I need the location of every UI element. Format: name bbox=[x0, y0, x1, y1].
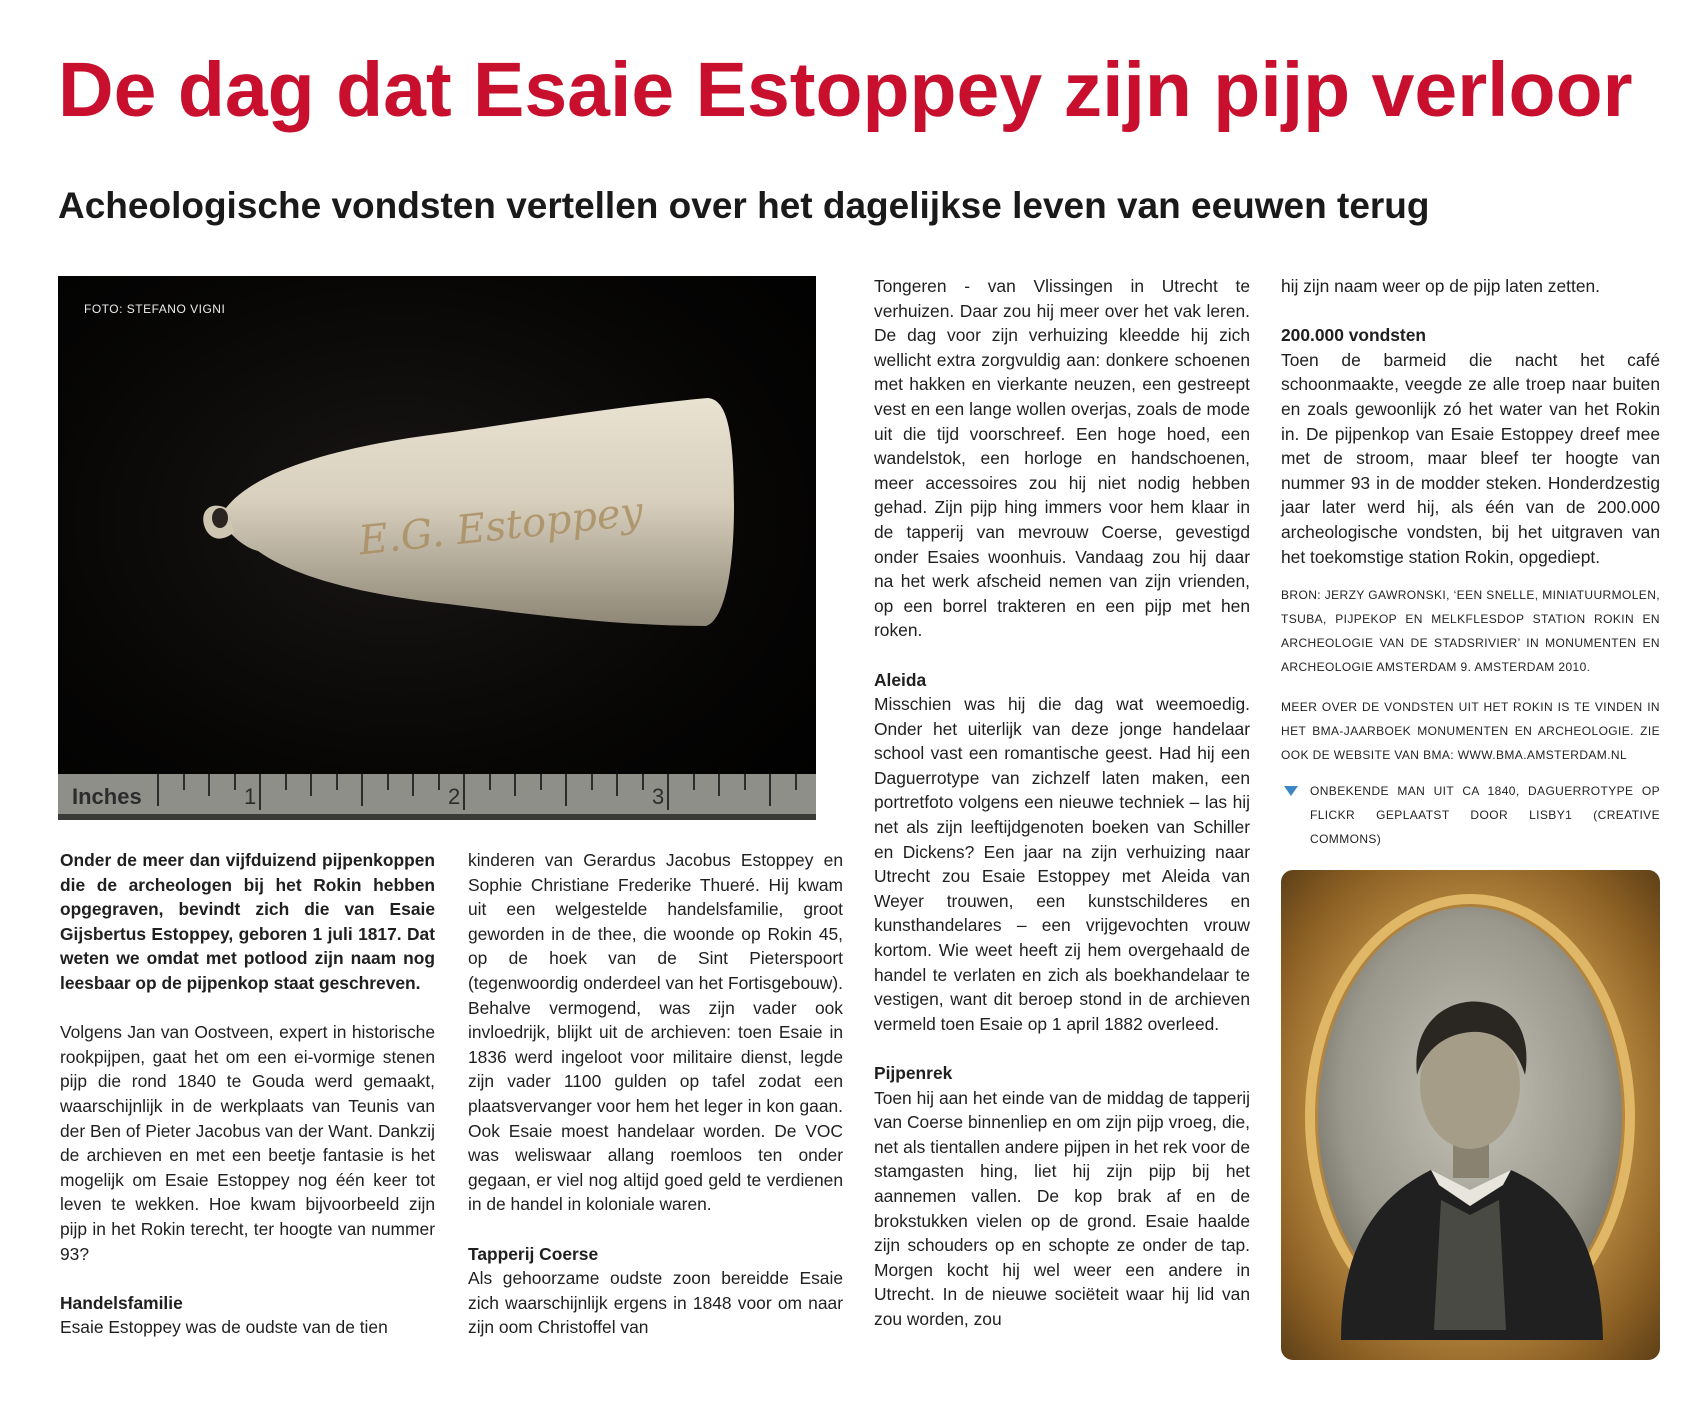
ruler-number-3: 3 bbox=[652, 784, 665, 809]
ruler bbox=[58, 774, 816, 820]
column-4 bbox=[1281, 274, 1660, 851]
column-1 bbox=[60, 848, 435, 1340]
paragraph: Toen hij aan het einde van de middag de tapperij van Coerse binnenliep en om zijn pijp vroeg, die, net als tientallen andere pijpen in het rek voor de stamgasten hing, liet hij zijn pijp bij het aannemen vallen. De kop brak af en de brokstukken vielen op de grond. Esaie haalde zijn schouders op en schopte ze onder de tap. Morgen kocht hij wel weer een andere in Utrecht. In de nieuwe sociëteit waar hij lid van zou worden, zou bbox=[874, 1087, 1250, 1329]
section-heading-aleida: Aleida bbox=[874, 669, 927, 690]
column-2 bbox=[468, 848, 843, 1340]
ruler-unit-label: Inches bbox=[72, 784, 142, 809]
section-heading-handelsfamilie: Handelsfamilie bbox=[60, 1292, 183, 1313]
paragraph: kinderen van Gerardus Jacobus Estoppey en Sophie Christiane Frederike Thueré. Hij kwam uit een welgestelde handelsfamilie, groot geworden in de thee, die woonde op Rokin 45, op de hoek van de Sint Pieterspoort (tegenwoordig onderdeel van het Fortisgebouw). Behalve vermogend, was zijn vader ook invloedrijk, blijkt uit de archieven: toen Esaie in 1836 werd ingeloot voor militaire dienst, legde zijn vader 1100 gulden op tafel zodat een plaatsvervanger voor hem het leger in kon gaan. Ook Esaie moest handelaar worden. De VOC was weliswaar allang roemloos ten onder gegaan, er viel nog altijd goed geld te verdienen in de handel in koloniale waren. bbox=[468, 850, 843, 1215]
section-heading-vondsten: 200.000 vondsten bbox=[1281, 325, 1426, 346]
paragraph: Misschien was hij die dag wat weemoedig. Onder het uiterlijk van deze jonge handelaar school vast een romantische geest. Had hij een Daguerrotype van zichzelf laten maken, een portretfoto volgens een nieuwe techniek – las hij net als zijn leeftijdgenoten boeken van Schiller en Dickens? Een jaar na zijn verhuizing naar Utrecht zou Esaie Estoppey met Aleida van Weyer trouwen, een kunstschilderes en kunsthandelares – een vrijgevochten vrouw kortom. Wie weet heeft zij hem overgehaald de handel te verlaten en zich als boekhandelaar te vestigen, want dit beroep stond in de archieven vermeld toen Esaie op 1 april 1882 overleed. bbox=[874, 694, 1250, 1034]
portrait-caption bbox=[1281, 779, 1660, 851]
daguerreotype-portrait bbox=[1281, 870, 1660, 1360]
ruler-number-1: 1 bbox=[244, 784, 257, 809]
section-heading-tapperij: Tapperij Coerse bbox=[468, 1243, 599, 1264]
paragraph: Tongeren - van Vlissingen in Utrecht te verhuizen. Daar zou hij meer over het vak leren. De dag voor zijn verhuizing kleedde hij zich wellicht extra zorgvuldig aan: donkere schoenen met hakken en vierkante neuzen, een gestreept vest en een lange wollen overjas, zoals de mode uit die tijd voorschreef. Een hoge hoed, een wandelstok, een horloge en handschoenen, meer accessoires zou hij niet nodig hebben gehad. Zijn pijp hing immers voor hem klaar in de tapperij van mevrouw Coerse, gevestigd onder Esaies woonhuis. Vandaag zou hij daar na het werk afscheid nemen van zijn vrienden, op een borrel trakteren en een pijp met hen roken. bbox=[874, 276, 1250, 641]
pipe-photo bbox=[58, 276, 816, 820]
pipe-illustration bbox=[58, 276, 816, 820]
column-3 bbox=[874, 274, 1250, 1332]
pipe-stem-hole bbox=[212, 508, 228, 528]
portrait-caption-text: ONBEKENDE MAN UIT CA 1840, DAGUERROTYPE OP FLICKR GEPLAATST DOOR LISBY1 (CREATIVE COMMONS) bbox=[1310, 784, 1660, 847]
paragraph: Volgens Jan van Oostveen, expert in historische rookpijpen, gaat het om een ei-vormige stenen pijp die rond 1840 te Gouda werd gemaakt, waarschijnlijk in de werkplaats van Teunis van der Ben of Pieter Jacobus van der Want. Dankzij de archieven en met een beetje fantasie is het mogelijk om Esaie Estoppey nog één keer tot leven te wekken. Hoe kwam bijvoorbeeld zijn pijp in het Rokin terecht, ter hoogte van nummer 93? bbox=[60, 1022, 435, 1264]
source-note: BRON: JERZY GAWRONSKI, ‘EEN SNELLE, MINIATUURMOLEN, TSUBA, PIJPEKOP EN MELKFLESDOP STATION ROKIN EN ARCHEOLOGIE VAN DE STADSRIVIER’ IN MONUMENTEN EN ARCHEOLOGIE AMSTERDAM 9. AMSTERDAM 2010. bbox=[1281, 588, 1660, 675]
ruler-number-2: 2 bbox=[448, 784, 461, 809]
paragraph: hij zijn naam weer op de pijp laten zetten. bbox=[1281, 276, 1601, 296]
photo-credit: FOTO: STEFANO VIGNI bbox=[84, 302, 226, 316]
pipe-inscription: E.G. Estoppey bbox=[356, 488, 646, 565]
portrait-vest bbox=[1434, 1200, 1506, 1330]
more-info-note: MEER OVER DE VONDSTEN UIT HET ROKIN IS TE VINDEN IN HET BMA-JAARBOEK MONUMENTEN EN ARCHEOLOGIE. ZIE OOK DE WEBSITE VAN BMA: WWW.BMA.AMSTERDAM.NL bbox=[1281, 700, 1660, 763]
lead-paragraph: Onder de meer dan vijfduizend pijpenkoppen die de archeologen bij het Rokin hebben opgegraven, bevindt zich die van Esaie Gijsbertus Estoppey, geboren 1 juli 1817. Dat weten we omdat met potlood zijn naam nog leesbaar op de pijpenkop staat geschreven. bbox=[60, 850, 435, 993]
portrait-illustration bbox=[1281, 870, 1660, 1360]
subheadline: Acheologische vondsten vertellen over het dagelijkse leven van eeuwen terug bbox=[58, 185, 1430, 226]
headline: De dag dat Esaie Estoppey zijn pijp verloor bbox=[58, 47, 1633, 133]
paragraph: Toen de barmeid die nacht het café schoonmaakte, veegde ze alle troep naar buiten en zoals gewoonlijk zó het water van het Rokin in. De pijpenkop van Esaie Estoppey dreef mee met de stroom, maar bleef ter hoogte van nummer 93 in de modder steken. Honderdzestig jaar later werd hij, als één van de 200.000 archeologische vondsten, bij het uitgraven van het toekomstige station Rokin, opgediept. bbox=[1281, 349, 1660, 567]
paragraph: Als gehoorzame oudste zoon bereidde Esaie zich waarschijnlijk ergens in 1848 voor om naar zijn oom Christoffel van bbox=[468, 1268, 843, 1338]
caption-marker-icon bbox=[1284, 786, 1298, 796]
section-heading-pijpenrek: Pijpenrek bbox=[874, 1063, 953, 1083]
paragraph: Esaie Estoppey was de oudste van de tien bbox=[60, 1317, 388, 1338]
